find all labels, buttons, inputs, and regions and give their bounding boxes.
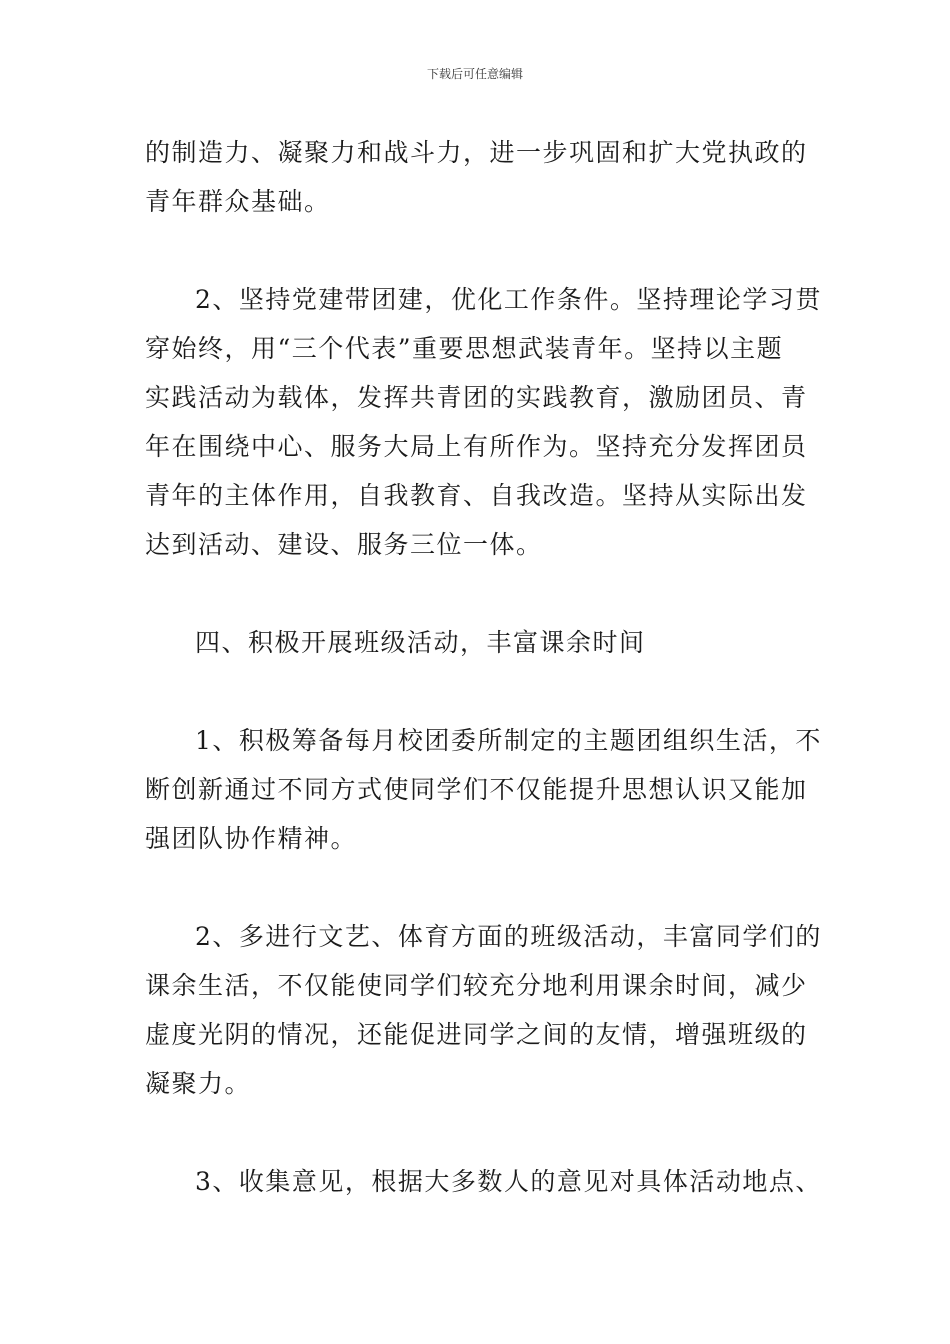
text-line: 1、积极筹备每月校团委所制定的主题团组织生活，不 xyxy=(195,726,822,755)
document-body xyxy=(145,128,822,1206)
text-line: 断创新通过不同方式使同学们不仅能提升思想认识又能加 xyxy=(145,775,808,804)
text-line: 2、坚持党建带团建，优化工作条件。坚持理论学习贯 xyxy=(195,285,822,314)
section-heading-4 xyxy=(145,618,810,667)
text-line: 穿始终，用“三个代表”重要思想武装青年。坚持以主题 xyxy=(145,334,784,363)
paragraph-item-2-party-building xyxy=(145,275,822,569)
text-line: 实践活动为载体，发挥共青团的实践教育，激励团员、青 xyxy=(145,383,808,412)
paragraph-continuation xyxy=(145,128,810,226)
paragraph-item-1-monthly-activities xyxy=(145,716,822,863)
page-header-note: 下载后可任意编辑 xyxy=(426,67,523,81)
text-line: 凝聚力。 xyxy=(145,1069,252,1098)
text-line: 课余生活，不仅能使同学们较充分地利用课余时间，减少 xyxy=(145,971,808,1000)
text-line: 达到活动、建设、服务三位一体。 xyxy=(145,530,543,559)
text-line: 3、收集意见，根据大多数人的意见对具体活动地点、 xyxy=(195,1167,822,1196)
text-line: 强团队协作精神。 xyxy=(145,824,358,853)
text-line: 的制造力、凝聚力和战斗力，进一步巩固和扩大党执政的 xyxy=(145,138,808,167)
text-line: 虚度光阴的情况，还能促进同学之间的友情，增强班级的 xyxy=(145,1020,808,1049)
paragraph-item-3-collect-opinions xyxy=(145,1157,822,1206)
text-line: 青年的主体作用，自我教育、自我改造。坚持从实际出发 xyxy=(145,481,808,510)
text-line: 青年群众基础。 xyxy=(145,187,331,216)
text-line: 年在围绕中心、服务大局上有所作为。坚持充分发挥团员 xyxy=(145,432,808,461)
text-line: 四、积极开展班级活动，丰富课余时间 xyxy=(195,628,646,657)
text-line: 2、多进行文艺、体育方面的班级活动，丰富同学们的 xyxy=(195,922,822,951)
paragraph-item-2-class-activities xyxy=(145,912,822,1108)
